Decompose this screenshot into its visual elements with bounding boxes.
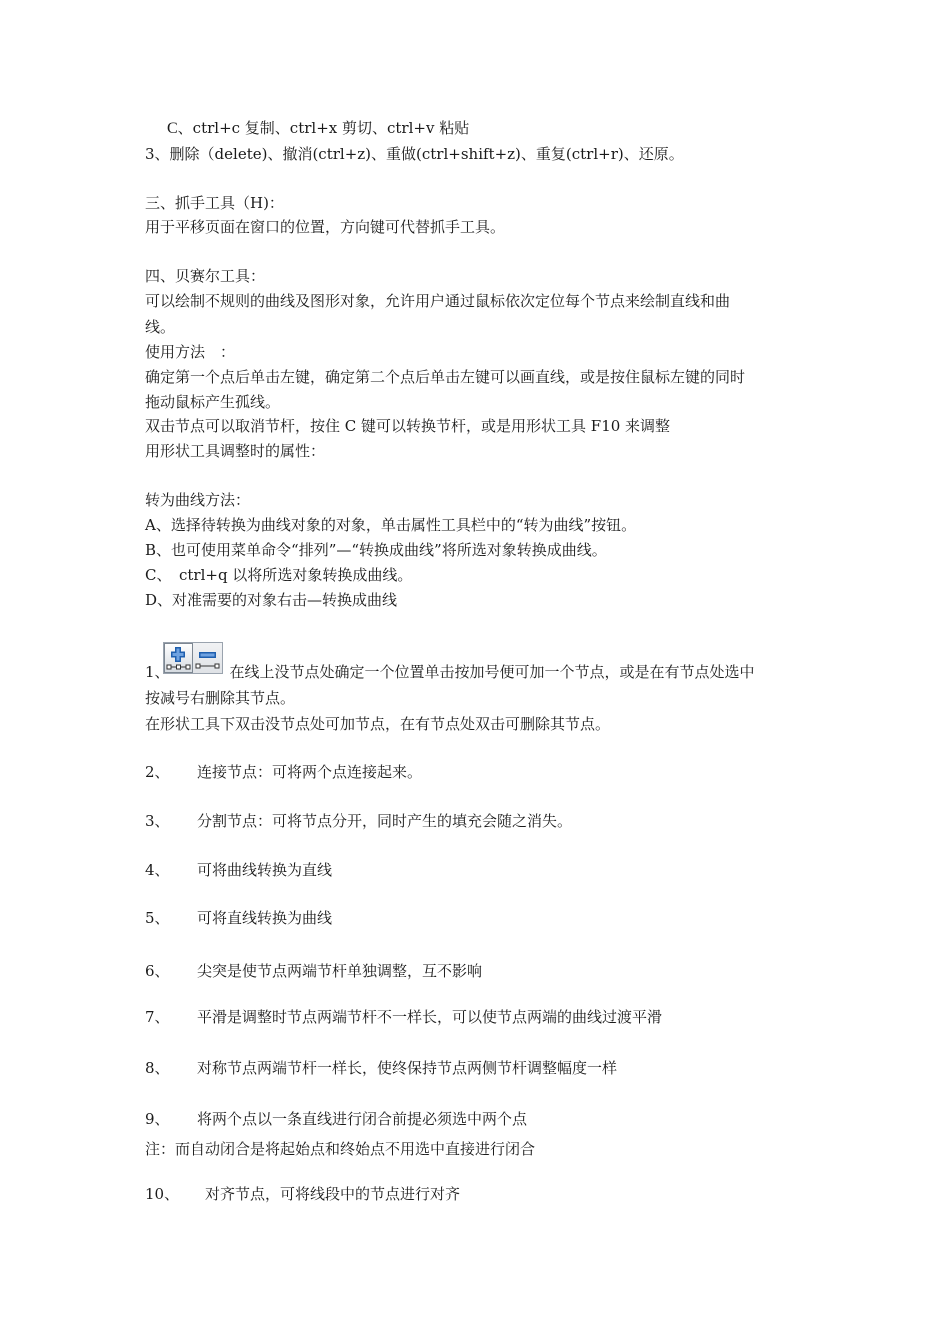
list-item-smooth — [145, 1006, 662, 1028]
text-content: 、ctrl+c 复制、ctrl+x 剪切、ctrl+v 粘贴 — [177, 119, 470, 137]
paragraph: 线。 — [145, 318, 176, 336]
item-number: 4、 — [145, 861, 170, 879]
paragraph: 使用方法 ： — [145, 343, 236, 361]
item-number: 10、 — [145, 1185, 180, 1203]
section-heading-convert-to-curve: 转为曲线方法： — [145, 491, 251, 509]
list-item-close-curve — [145, 1108, 527, 1130]
paragraph: 用形状工具调整时的属性： — [145, 442, 326, 460]
item-number: 9、 — [145, 1110, 170, 1128]
text-content: 可将曲线转换为直线 — [197, 861, 333, 879]
paragraph: 用于平移页面在窗口的位置，方向键可代替抓手工具。 — [145, 218, 506, 236]
text-line-undo-shortcuts: 3、删除（delete)、撤消(ctrl+z)、重做(ctrl+shift+z)、重复(ctrl+r)、还原。 — [145, 145, 684, 163]
text-content: 尖突是使节点两端节杆单独调整，互不影响 — [197, 962, 483, 980]
paragraph: 拖动鼠标产生孤线。 — [145, 393, 281, 411]
text-content: 分割节点：可将节点分开，同时产生的填充会随之消失。 — [197, 812, 573, 830]
paragraph: 双击节点可以取消节杆，按住 C 键可以转换节杆，或是用形状工具 F10 来调整 — [145, 417, 671, 435]
list-item-line-to-curve — [145, 907, 332, 929]
section-heading-hand-tool: 三、抓手工具（H)： — [145, 194, 284, 212]
paragraph: 可以绘制不规则的曲线及图形对象，允许用户通过鼠标依次定位每个节点来绘制直线和曲 — [145, 292, 731, 310]
list-item-cusp — [145, 960, 482, 982]
text-content: 对齐节点，可将线段中的节点进行对齐 — [205, 1185, 461, 1203]
list-item: D、对准需要的对象右击—转换成曲线 — [145, 591, 398, 609]
text-content: 连接节点：可将两个点连接起来。 — [197, 763, 423, 781]
list-item: C、 ctrl+q 以将所选对象转换成曲线。 — [145, 566, 413, 584]
text-content: 可将直线转换为曲线 — [197, 909, 333, 927]
list-item-join-nodes — [145, 761, 422, 783]
list-item-symmetric — [145, 1057, 617, 1079]
list-item-break-node — [145, 810, 572, 832]
list-item-align-nodes — [145, 1183, 460, 1205]
paragraph: 在形状工具下双击没节点处可加节点，在有节点处双击可删除其节点。 — [145, 715, 611, 733]
paragraph: 按减号右删除其节点。 — [145, 689, 296, 707]
text-content: 对称节点两端节杆一样长，使终保持节点两侧节杆调整幅度一样 — [197, 1059, 618, 1077]
paragraph: 确定第一个点后单击左键，确定第二个点后单击左键可以画直线，或是按住鼠标左键的同时 — [145, 368, 746, 386]
list-item-curve-to-line — [145, 859, 332, 881]
text-content: 在线上没节点处确定一个位置单击按加号便可加一个节点，或是在有节点处选中 — [229, 663, 755, 681]
section-heading-bezier-tool: 四、贝赛尔工具： — [145, 267, 266, 285]
text-content: 将两个点以一条直线进行闭合前提必须选中两个点 — [197, 1110, 528, 1128]
item-number: 7、 — [145, 1008, 170, 1026]
item-number: 1、 — [145, 663, 170, 681]
item-number: 5、 — [145, 909, 170, 927]
item-number: 8、 — [145, 1059, 170, 1077]
note: 注：而自动闭合是将起始点和终始点不用选中直接进行闭合 — [145, 1140, 536, 1158]
item-number: 6、 — [145, 962, 170, 980]
list-item-add-delete-node — [145, 661, 755, 683]
list-item: A、选择待转换为曲线对象的对象，单击属性工具栏中的“转为曲线”按钮。 — [145, 516, 637, 534]
text-line-copy-shortcuts — [167, 117, 469, 140]
list-item: B、也可使用菜单命令“排列”—“转换成曲线”将所选对象转换成曲线。 — [145, 541, 607, 559]
item-number: 2、 — [145, 763, 170, 781]
list-marker: C — [167, 120, 178, 137]
item-number: 3、 — [145, 812, 170, 830]
text-content: 平滑是调整时节点两端节杆不一样长，可以使节点两端的曲线过渡平滑 — [197, 1008, 663, 1026]
